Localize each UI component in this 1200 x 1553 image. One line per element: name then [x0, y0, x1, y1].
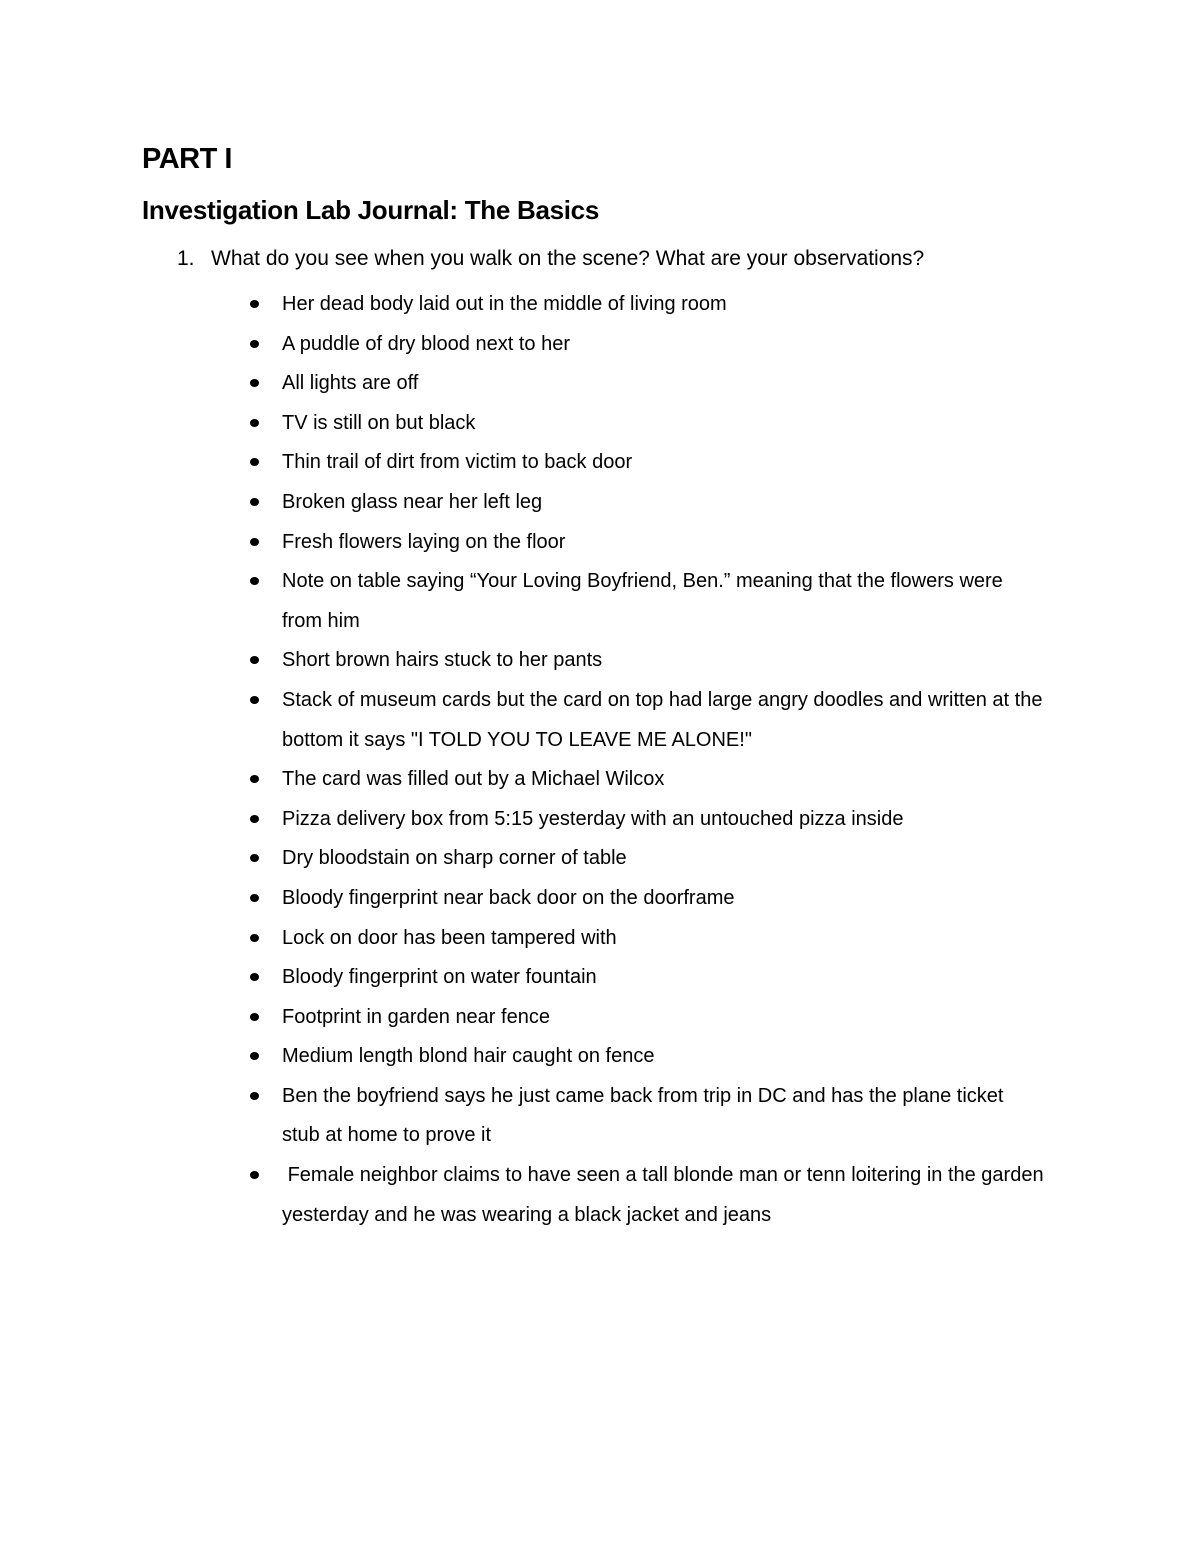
observation-item [245, 800, 1045, 840]
question-text: What do you see when you walk on the scene? What are your observations? [211, 247, 925, 270]
observation-item [245, 1037, 1045, 1077]
bullet-icon [250, 458, 259, 466]
bullet-icon [250, 696, 259, 704]
bullet-icon [250, 854, 259, 862]
bullet-icon [250, 498, 259, 506]
observation-item [245, 443, 1045, 483]
observation-text: TV is still on but black [282, 411, 476, 434]
observation-item [245, 879, 1045, 919]
observation-text: Pizza delivery box from 5:15 yesterday with an untouched pizza inside [282, 807, 904, 830]
observation-item [245, 839, 1045, 879]
part-title: PART I [142, 143, 232, 175]
observation-item [245, 641, 1045, 681]
bullet-icon [250, 973, 259, 981]
observation-item [245, 998, 1045, 1038]
observation-text: Stack of museum cards but the card on top had large angry doodles and written at the bottom it says "I TOLD YOU TO LEAVE ME ALONE!" [282, 688, 1049, 751]
observation-item [245, 760, 1045, 800]
bullet-icon [250, 894, 259, 902]
bullet-icon [250, 775, 259, 783]
observation-text: Footprint in garden near fence [282, 1005, 550, 1028]
bullet-icon [250, 815, 259, 823]
observation-item [245, 404, 1045, 444]
question-1 [177, 245, 924, 273]
observation-item [245, 562, 1045, 641]
observation-item [245, 285, 1045, 325]
observation-text: The card was filled out by a Michael Wilcox [282, 768, 665, 791]
observation-item [245, 325, 1045, 365]
observation-text: Thin trail of dirt from victim to back door [282, 451, 633, 474]
observation-text: All lights are off [282, 372, 419, 395]
section-title: Investigation Lab Journal: The Basics [142, 195, 600, 225]
bullet-icon [250, 1052, 259, 1060]
observation-text: Medium length blond hair caught on fence [282, 1045, 655, 1068]
observation-text: Bloody fingerprint on water fountain [282, 966, 597, 989]
bullet-icon [250, 379, 259, 387]
observation-item [245, 1156, 1050, 1235]
observation-item [245, 364, 1045, 404]
observation-text: Bloody fingerprint near back door on the doorframe [282, 886, 735, 909]
observation-text: Female neighbor claims to have seen a tall blonde man or tenn loitering in the garden yesterday and he was wearing a black jacket and jeans [282, 1164, 1050, 1226]
observation-text: Her dead body laid out in the middle of living room [282, 293, 727, 315]
question-number: 1. [177, 247, 195, 270]
observation-item [245, 483, 1045, 523]
observation-text: Short brown hairs stuck to her pants [282, 649, 603, 672]
observation-item [245, 958, 1045, 998]
bullet-icon [250, 656, 259, 664]
observation-list [245, 285, 1050, 1235]
observation-text: Fresh flowers laying on the floor [282, 530, 566, 553]
observation-item [245, 919, 1045, 959]
observation-text: Dry bloodstain on sharp corner of table [282, 847, 627, 870]
observation-text: Lock on door has been tampered with [282, 926, 617, 949]
bullet-icon [250, 1092, 259, 1100]
bullet-icon [250, 1171, 259, 1179]
bullet-icon [250, 340, 259, 348]
observation-item [245, 1077, 1045, 1156]
bullet-icon [250, 577, 259, 585]
observation-item [245, 523, 1045, 563]
observation-text: A puddle of dry blood next to her [282, 332, 570, 355]
observation-text: Broken glass near her left leg [282, 490, 543, 513]
observation-text: Ben the boyfriend says he just came back from trip in DC and has the plane ticket stub at home to prove it [282, 1084, 1010, 1147]
bullet-icon [250, 1013, 259, 1021]
observation-text: Note on table saying “Your Loving Boyfriend, Ben.” meaning that the flowers were from him [282, 570, 1009, 632]
bullet-icon [250, 538, 259, 546]
bullet-icon [250, 300, 259, 308]
bullet-icon [250, 419, 259, 427]
observation-item [245, 681, 1049, 760]
bullet-icon [250, 934, 259, 942]
